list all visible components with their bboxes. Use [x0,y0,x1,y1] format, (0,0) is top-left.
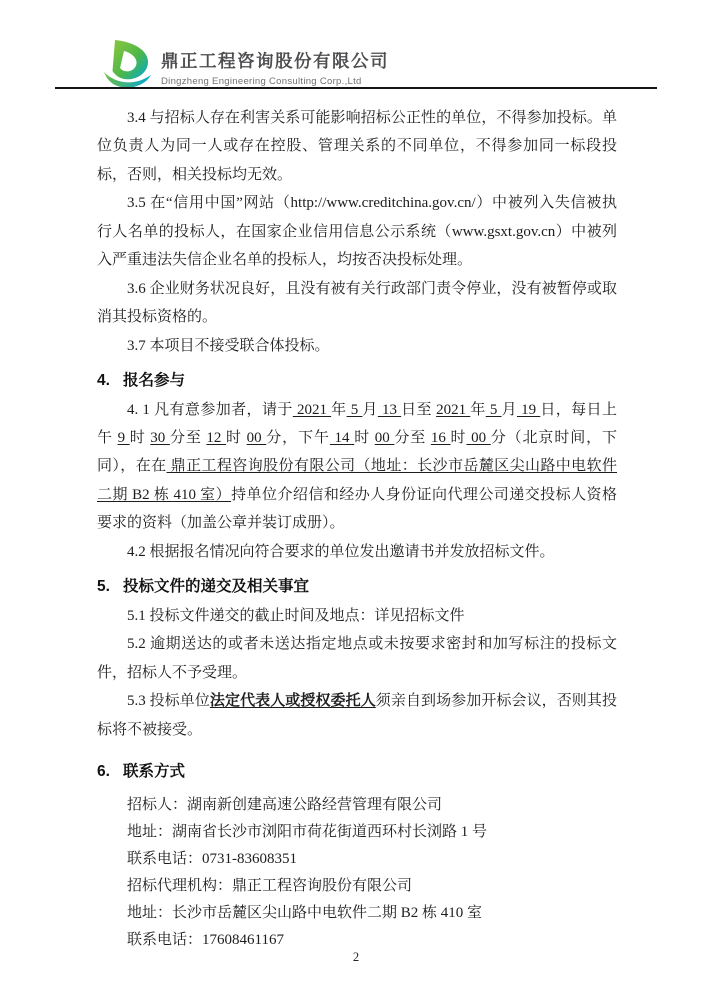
clause-3-5: 3.5 在“信用中国”网站（http://www.creditchina.gov.cn/）中被列入失信被执行人名单的投标人，在国家企业信用信息公示系统（www.gsxt.gov.cn）中被列入严重违法失信企业名单的投标人，均按否决投标处理。 [97,195,617,269]
section-6-heading [97,758,617,786]
section-6-number: 6. [97,762,110,780]
clause-5-3: 5.3 投标单位法定代表人或授权委托人须亲自到场参加开标会议，否则其投标将不被接受。 [97,692,617,738]
tenderer-line: 招标人：湖南新创建高速公路经营管理有限公司 [127,797,443,814]
clause-3-4: 3.4 与招标人存在利害关系可能影响招标公正性的单位，不得参加投标。单位负责人为同一人或存在控股、管理关系的不同单位，不得参加同一标段投标，否则，相关投标均无效。 [97,110,617,183]
tenderer-phone-line: 联系电话：0731-83608351 [127,851,297,868]
page-number: 2 [352,950,360,964]
section-4-number: 4. [97,372,110,390]
company-brand [161,48,389,87]
company-name-cn: 鼎正工程咨询股份有限公司 [161,51,389,71]
clause-5-1: 5.1 投标文件递交的截止时间及地点：详见招标文件 [127,607,465,624]
agency-address-line: 地址：长沙市岳麓区尖山路中电软件二期 B2 栋 410 室 [127,905,483,922]
clause-5-2: 5.2 逾期送达的或者未送达指定地点或未按要求密封和加写标注的投标文件，招标人不予受理。 [97,636,617,681]
agency-line: 招标代理机构：鼎正工程咨询股份有限公司 [127,878,413,895]
section-4-title: 报名参与 [122,372,185,390]
section-4-heading [97,367,617,395]
section-5-number: 5. [97,578,110,596]
company-name-en: Dingzheng Engineering Consulting Corp.,Ltd [161,76,362,87]
section-5-heading [97,573,617,601]
agency-phone-line: 联系电话：17608461167 [127,932,284,949]
company-logo-icon [102,40,154,88]
section-5-title: 投标文件的递交及相关事宜 [122,578,309,596]
document-body [97,104,617,954]
clause-3-7: 3.7 本项目不接受联合体投标。 [127,337,330,354]
clause-3-6: 3.6 企业财务状况良好，且没有被有关行政部门责令停业，没有被暂停或取消其投标资格的。 [97,280,617,326]
tenderer-address-line: 地址：湖南省长沙市浏阳市荷花街道西环村长浏路 1 号 [127,824,488,841]
clause-4-1: 4. 1 凡有意参加者，请于 2021 年 5 月 13 日至 2021 年 5 月 19 日，每日上午 9 时 30 分至 12 时 00 分，下午 14 时 00 分至 16 时 00 分（北京时间，下同），在在 鼎正工程咨询股份有限公司（地址：长沙市岳麓区尖山路中电软件二期 B2 栋 410 室）持单位介绍信和经办人身份证向代理公司递交投标人资格要求的资料（加盖公章并装订成册）。 [97,401,618,532]
header-divider [55,87,657,89]
contact-info-block [97,792,617,954]
clause-4-2: 4.2 根据报名情况向符合要求的单位发出邀请书并发放招标文件。 [127,543,555,560]
section-6-title: 联系方式 [122,762,185,780]
